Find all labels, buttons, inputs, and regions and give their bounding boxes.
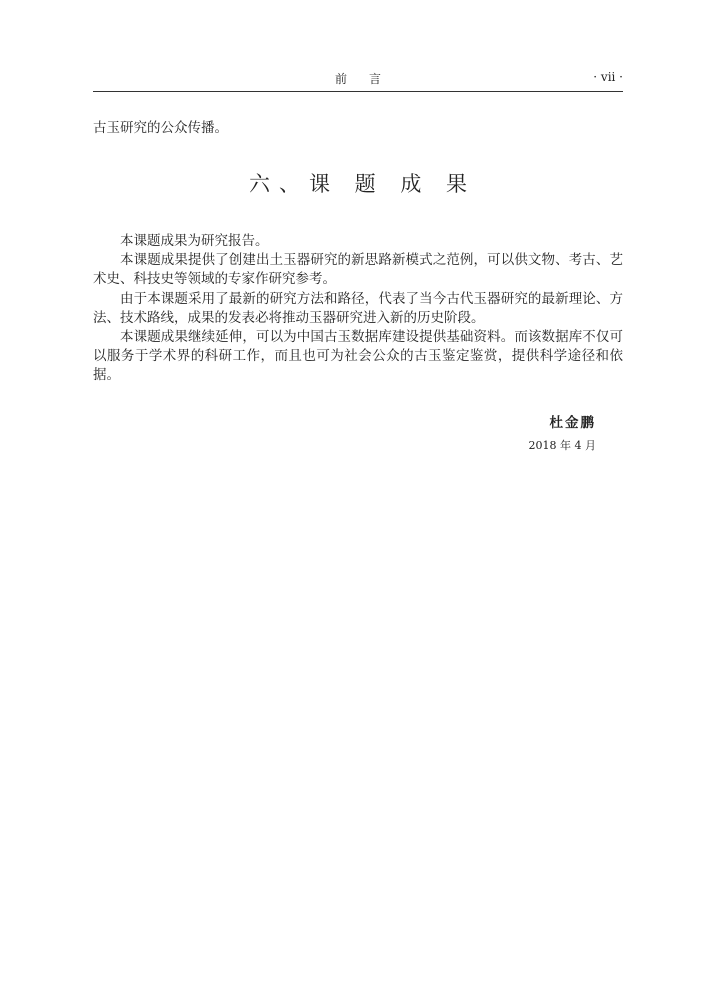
signature-date: 2018 年 4 月 (528, 439, 596, 452)
paragraph: 由于本课题采用了最新的研究方法和路径，代表了当今古代玉器研究的最新理论、方法、技术路线，成果的发表必将推动玉器研究进入新的历史阶段。 (93, 290, 623, 326)
section-title: 六、课 题 成 果 (248, 172, 477, 196)
continuation-text: 古玉研究的公众传播。 (93, 120, 228, 136)
signature-name: 杜金鹏 (549, 415, 596, 431)
signature-block (460, 413, 596, 455)
header-rule (93, 91, 623, 92)
paragraph: 本课题成果为研究报告。 (120, 233, 269, 249)
running-title: 前言 (334, 72, 403, 86)
paragraph: 本课题成果继续延伸，可以为中国古玉数据库建设提供基础资料。而该数据库不仅可以服务于学术界的科研工作，而且也可为社会公众的古玉鉴定鉴赏，提供科学途径和依据。 (93, 329, 623, 384)
section-body (93, 232, 623, 386)
paragraph: 本课题成果提供了创建出土玉器研究的新思路新模式之范例，可以供文物、考古、艺术史、科技史等领域的专家作研究参考。 (93, 252, 623, 288)
page-number: · vii · (593, 70, 623, 84)
running-header (93, 70, 623, 90)
